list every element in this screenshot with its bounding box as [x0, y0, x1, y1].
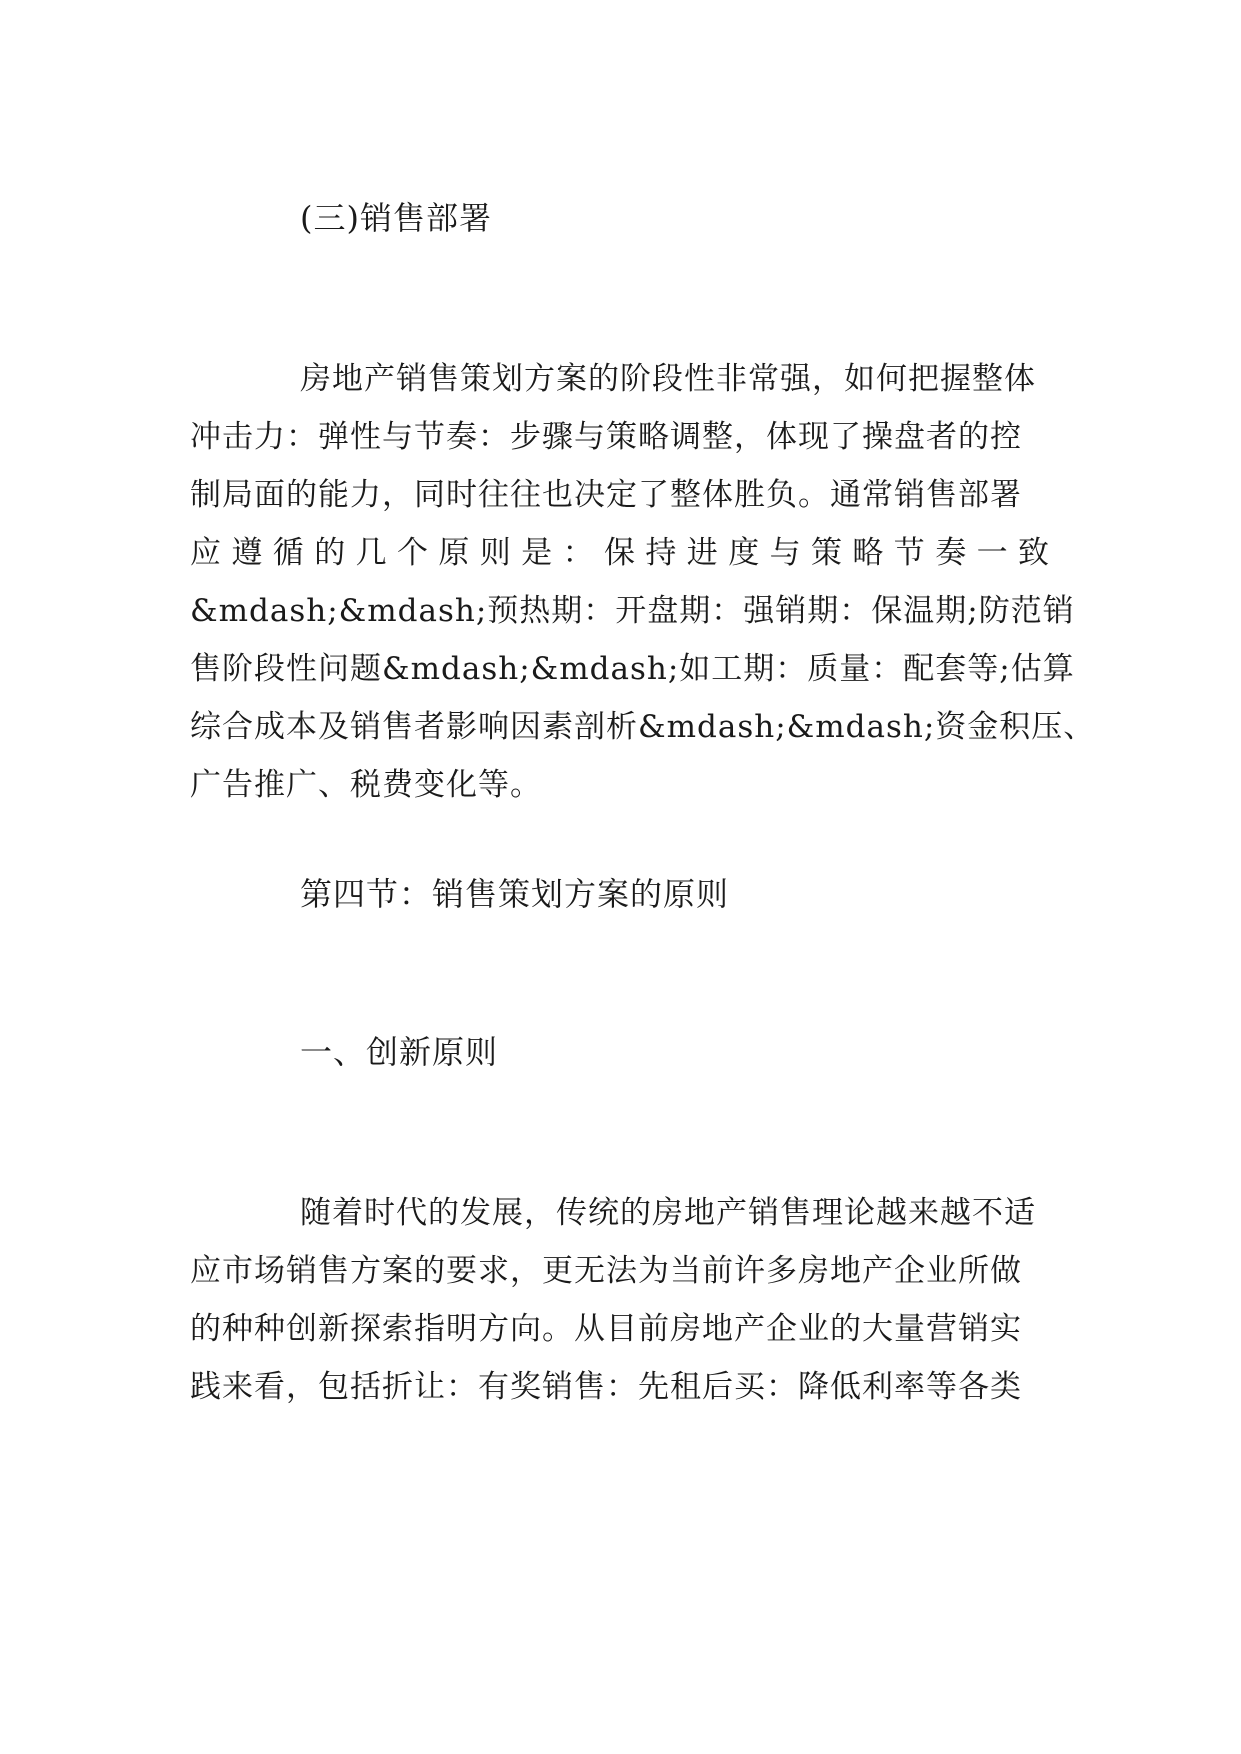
paragraph-line: 随着时代的发展，传统的房地产销售理论越来越不适: [300, 1195, 1036, 1231]
paragraph-line: 综合成本及销售者影响因素剖析&mdash;&mdash;资金积压、: [190, 709, 1096, 745]
paragraph-line: 制局面的能力，同时往往也决定了整体胜负。通常销售部署: [190, 477, 1022, 513]
paragraph-line: 践来看，包括折让：有奖销售：先租后买：降低利率等各类: [190, 1369, 1022, 1405]
paragraph-line: 广告推广、税费变化等。: [190, 767, 542, 803]
paragraph-line: 房地产销售策划方案的阶段性非常强，如何把握整体: [300, 361, 1036, 397]
paragraph-innovation: [190, 1184, 1050, 1416]
paragraph-line: 应市场销售方案的要求，更无法为当前许多房地产企业所做: [190, 1253, 1022, 1289]
paragraph-line: 应遵循的几个原则是：保持进度与策略节奏一致: [190, 535, 1050, 571]
section-heading-principles: 第四节：销售策划方案的原则: [300, 875, 730, 913]
paragraph-sales-deployment: [190, 350, 1096, 814]
section-heading-sales-deployment: (三)销售部署: [300, 199, 492, 237]
paragraph-line: 售阶段性问题&mdash;&mdash;如工期：质量：配套等;估算: [190, 651, 1075, 687]
paragraph-line: 冲击力：弹性与节奏：步骤与策略调整，体现了操盘者的控: [190, 419, 1022, 455]
subsection-heading-innovation: 一、创新原则: [300, 1033, 499, 1071]
paragraph-line: 的种种创新探索指明方向。从目前房地产企业的大量营销实: [190, 1311, 1022, 1347]
paragraph-line: &mdash;&mdash;预热期：开盘期：强销期：保温期;防范销: [190, 593, 1075, 629]
